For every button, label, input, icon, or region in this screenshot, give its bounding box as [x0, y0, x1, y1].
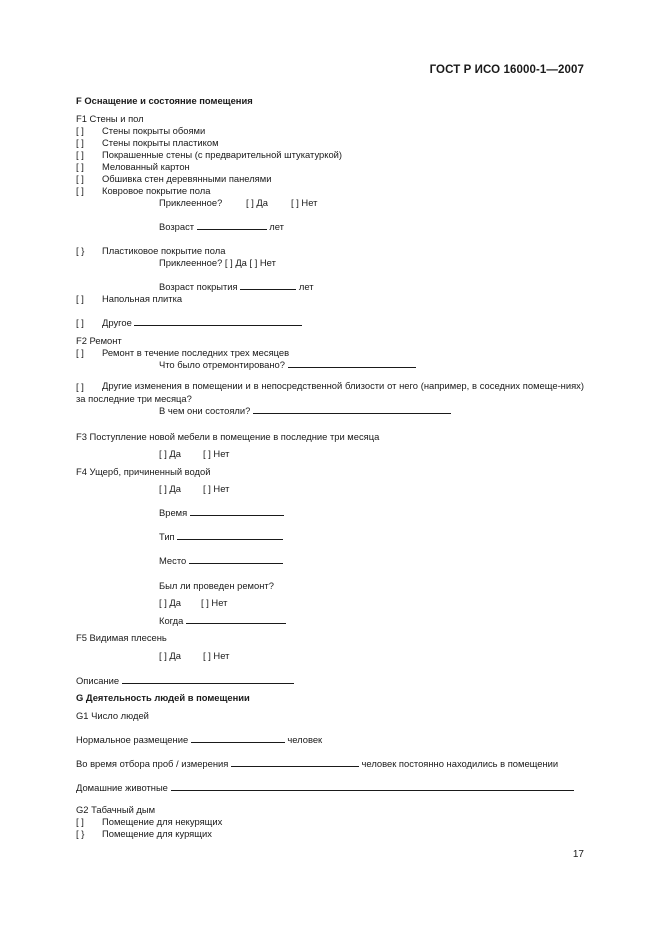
f4-time-field[interactable] — [190, 507, 284, 516]
f4-place-field[interactable] — [189, 555, 283, 564]
f3-yes[interactable]: [ ] Да — [159, 448, 181, 459]
checkbox[interactable]: [ } — [76, 245, 85, 256]
f2-what-were-field[interactable] — [253, 405, 451, 414]
g1-normal-unit: человек — [287, 734, 323, 745]
carpet-age-row — [159, 221, 284, 232]
f1-item-plastic-walls: Стены покрыты пластиком — [102, 137, 219, 148]
f1-item-tiles: Напольная плитка — [102, 293, 183, 304]
checkbox[interactable]: [ ] — [76, 161, 84, 172]
f2-label: F2 Ремонт — [76, 335, 122, 346]
g1-pets-field[interactable] — [171, 782, 574, 791]
f1-item-wallpaper: Стены покрыты обоями — [102, 125, 206, 136]
g2-smokers: Помещение для курящих — [102, 828, 212, 839]
coating-age-field[interactable] — [240, 281, 296, 290]
f1-item-cardboard: Мелованный картон — [102, 161, 190, 172]
coating-age-row — [159, 281, 314, 292]
f4-time-row — [159, 507, 284, 518]
f4-place-label: Место — [159, 555, 187, 566]
f5-description-label: Описание — [76, 675, 120, 686]
g1-pets-row — [76, 782, 574, 793]
checkbox[interactable]: [ ] — [76, 125, 84, 136]
f5-description-row — [76, 675, 294, 686]
checkbox[interactable]: [ ] — [76, 137, 84, 148]
f5-description-field[interactable] — [122, 675, 294, 684]
f1-other-field[interactable] — [134, 317, 302, 326]
f4-type-field[interactable] — [177, 531, 283, 540]
f1-other-row — [102, 317, 302, 328]
g1-sampling-field[interactable] — [231, 758, 359, 767]
checkbox[interactable]: [ ] — [76, 317, 84, 328]
f4-repaired-no[interactable]: [ ] Нет — [201, 597, 228, 608]
carpet-age-unit: лет — [269, 221, 284, 232]
f4-when-label: Когда — [159, 615, 184, 626]
carpet-glued-question: Приклеенное? — [159, 197, 223, 208]
carpet-glued-no[interactable]: [ ] Нет — [291, 197, 318, 208]
f4-time-label: Время — [159, 507, 188, 518]
f4-place-row — [159, 555, 283, 566]
f2-what-row — [159, 359, 416, 370]
standard-header: ГОСТ Р ИСО 16000-1—2007 — [429, 64, 584, 76]
f4-no[interactable]: [ ] Нет — [203, 483, 230, 494]
f4-repaired-yes[interactable]: [ ] Да — [159, 597, 181, 608]
g1-sampling-row — [76, 758, 558, 769]
checkbox[interactable]: [ ] — [76, 185, 84, 196]
checkbox[interactable]: [ ] — [76, 173, 84, 184]
coating-age-unit: лет — [298, 281, 314, 292]
checkbox[interactable]: [ ] — [76, 149, 84, 160]
plastic-glued-question: Приклеенное? [ ] Да [ ] Нет — [159, 257, 276, 268]
g1-normal-field[interactable] — [191, 734, 285, 743]
f1-item-plastic-floor: Пластиковое покрытие пола — [102, 245, 226, 256]
f4-when-field[interactable] — [186, 615, 286, 624]
f4-when-row — [159, 615, 286, 626]
f2-what-were-label: В чем они состояли? — [159, 405, 251, 416]
f1-other-label: Другое — [102, 317, 132, 328]
g1-pets-label: Домашние животные — [76, 782, 168, 793]
g1-sampling-label: Во время отбора проб / измерения — [76, 758, 229, 769]
g1-sampling-unit: человек постоянно находились в помещении — [361, 758, 559, 769]
f1-item-painted-walls: Покрашенные стены (с предварительной штукатуркой) — [102, 149, 343, 160]
checkbox[interactable]: [ ] — [76, 816, 84, 827]
section-f-title: F Оснащение и состояние помещения — [76, 95, 253, 106]
f3-label: F3 Поступление новой мебели в помещение в последние три месяца — [76, 431, 380, 442]
f2-item-repair: Ремонт в течение последних трех месяцев — [102, 347, 290, 358]
page-number: 17 — [572, 849, 584, 860]
f1-item-wood-panels: Обшивка стен деревянными панелями — [102, 173, 272, 184]
checkbox[interactable]: [ } — [76, 828, 85, 839]
f4-yes[interactable]: [ ] Да — [159, 483, 181, 494]
coating-age-label: Возраст покрытия — [159, 281, 238, 292]
f4-repaired-question: Был ли проведен ремонт? — [159, 580, 274, 591]
g2-label: G2 Табачный дым — [76, 804, 156, 815]
f5-yes[interactable]: [ ] Да — [159, 650, 181, 661]
f2-what-field[interactable] — [288, 359, 416, 368]
f5-no[interactable]: [ ] Нет — [203, 650, 230, 661]
f4-type-row — [159, 531, 283, 542]
checkbox[interactable]: [ ] — [76, 347, 84, 358]
f4-label: F4 Ущерб, причиненный водой — [76, 466, 211, 477]
carpet-age-label: Возраст — [159, 221, 195, 232]
f2-other-changes: Другие изменения в помещении и в непосредственной близости от него (например, в соседних помеще-ниях) за последние три месяца? — [76, 380, 584, 404]
f2-what-label: Что было отремонтировано? — [159, 359, 285, 370]
checkbox[interactable]: [ ] — [76, 381, 84, 392]
f2-what-were-row — [159, 405, 451, 416]
checkbox[interactable]: [ ] — [76, 293, 84, 304]
f1-item-carpet: Ковровое покрытие пола — [102, 185, 211, 196]
f3-no[interactable]: [ ] Нет — [203, 448, 230, 459]
f1-label: F1 Стены и пол — [76, 113, 144, 124]
g1-normal-row — [76, 734, 322, 745]
f4-type-label: Тип — [159, 531, 175, 542]
g1-label: G1 Число людей — [76, 710, 149, 721]
g1-normal-label: Нормальное размещение — [76, 734, 189, 745]
f5-label: F5 Видимая плесень — [76, 632, 167, 643]
section-g-title: G Деятельность людей в помещении — [76, 692, 250, 703]
carpet-glued-yes[interactable]: [ ] Да — [246, 197, 268, 208]
g2-non-smokers: Помещение для некурящих — [102, 816, 223, 827]
carpet-age-field[interactable] — [197, 221, 267, 230]
